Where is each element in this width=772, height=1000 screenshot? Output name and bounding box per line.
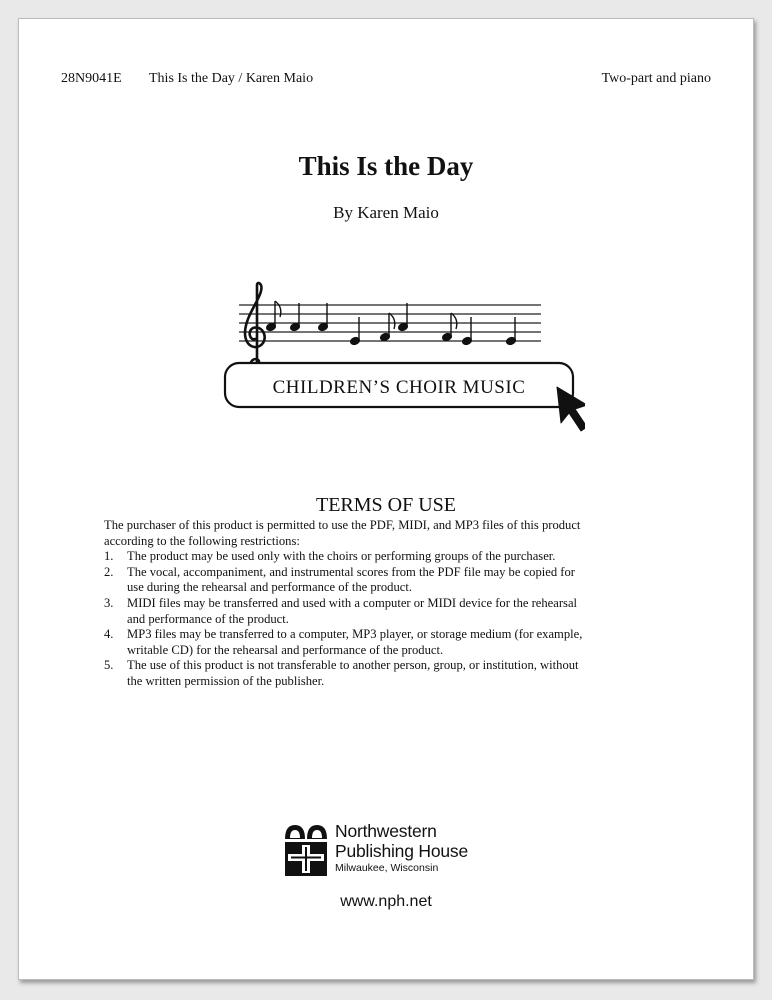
publisher-logo bbox=[283, 821, 468, 886]
page bbox=[18, 18, 754, 980]
header-title-composer: This Is the Day / Karen Maio bbox=[149, 71, 314, 86]
terms-item: 5. The use of this product is not transferable to another person, group, or institution, without the written permission of the publisher. bbox=[104, 658, 579, 688]
page-title: This Is the Day bbox=[298, 151, 474, 181]
terms-list bbox=[104, 549, 664, 689]
publisher-text bbox=[335, 821, 468, 875]
treble-clef-icon bbox=[245, 283, 265, 367]
voicing-label: Two-part and piano bbox=[601, 71, 711, 86]
publisher-name-line2: Publishing House bbox=[335, 841, 468, 861]
terms-item: 4. MP3 files may be transferred to a computer, MP3 player, or storage medium (for example, writable CD) for the rehearsal and performance of the product. bbox=[104, 627, 583, 657]
publisher-city: Milwaukee, Wisconsin bbox=[335, 862, 439, 874]
website-link[interactable]: www.nph.net bbox=[340, 893, 432, 910]
terms-intro: The purchaser of this product is permitted to use the PDF, MIDI, and MP3 files of this product according to the following restrictions: bbox=[104, 518, 581, 548]
publisher-name-line1: Northwestern bbox=[335, 821, 437, 841]
childrens-choir-music-logo bbox=[205, 281, 585, 441]
terms-of-use bbox=[104, 518, 664, 690]
product-code: 28N9041E bbox=[61, 71, 122, 86]
terms-item: 2. The vocal, accompaniment, and instrumental scores from the PDF file may be copied for use during the rehearsal and performance of the product. bbox=[104, 564, 575, 595]
publisher-emblem-icon bbox=[283, 821, 329, 881]
terms-heading: TERMS OF USE bbox=[315, 494, 457, 516]
terms-item: 3. MIDI files may be transferred and used with a computer or MIDI device for the rehearsal and performance of the product. bbox=[104, 595, 578, 626]
logo-text: CHILDREN’S CHOIR MUSIC bbox=[272, 377, 526, 398]
composer-byline: By Karen Maio bbox=[333, 203, 439, 222]
terms-item: 1. The product may be used only with the choirs or performing groups of the purchaser. bbox=[104, 549, 556, 564]
